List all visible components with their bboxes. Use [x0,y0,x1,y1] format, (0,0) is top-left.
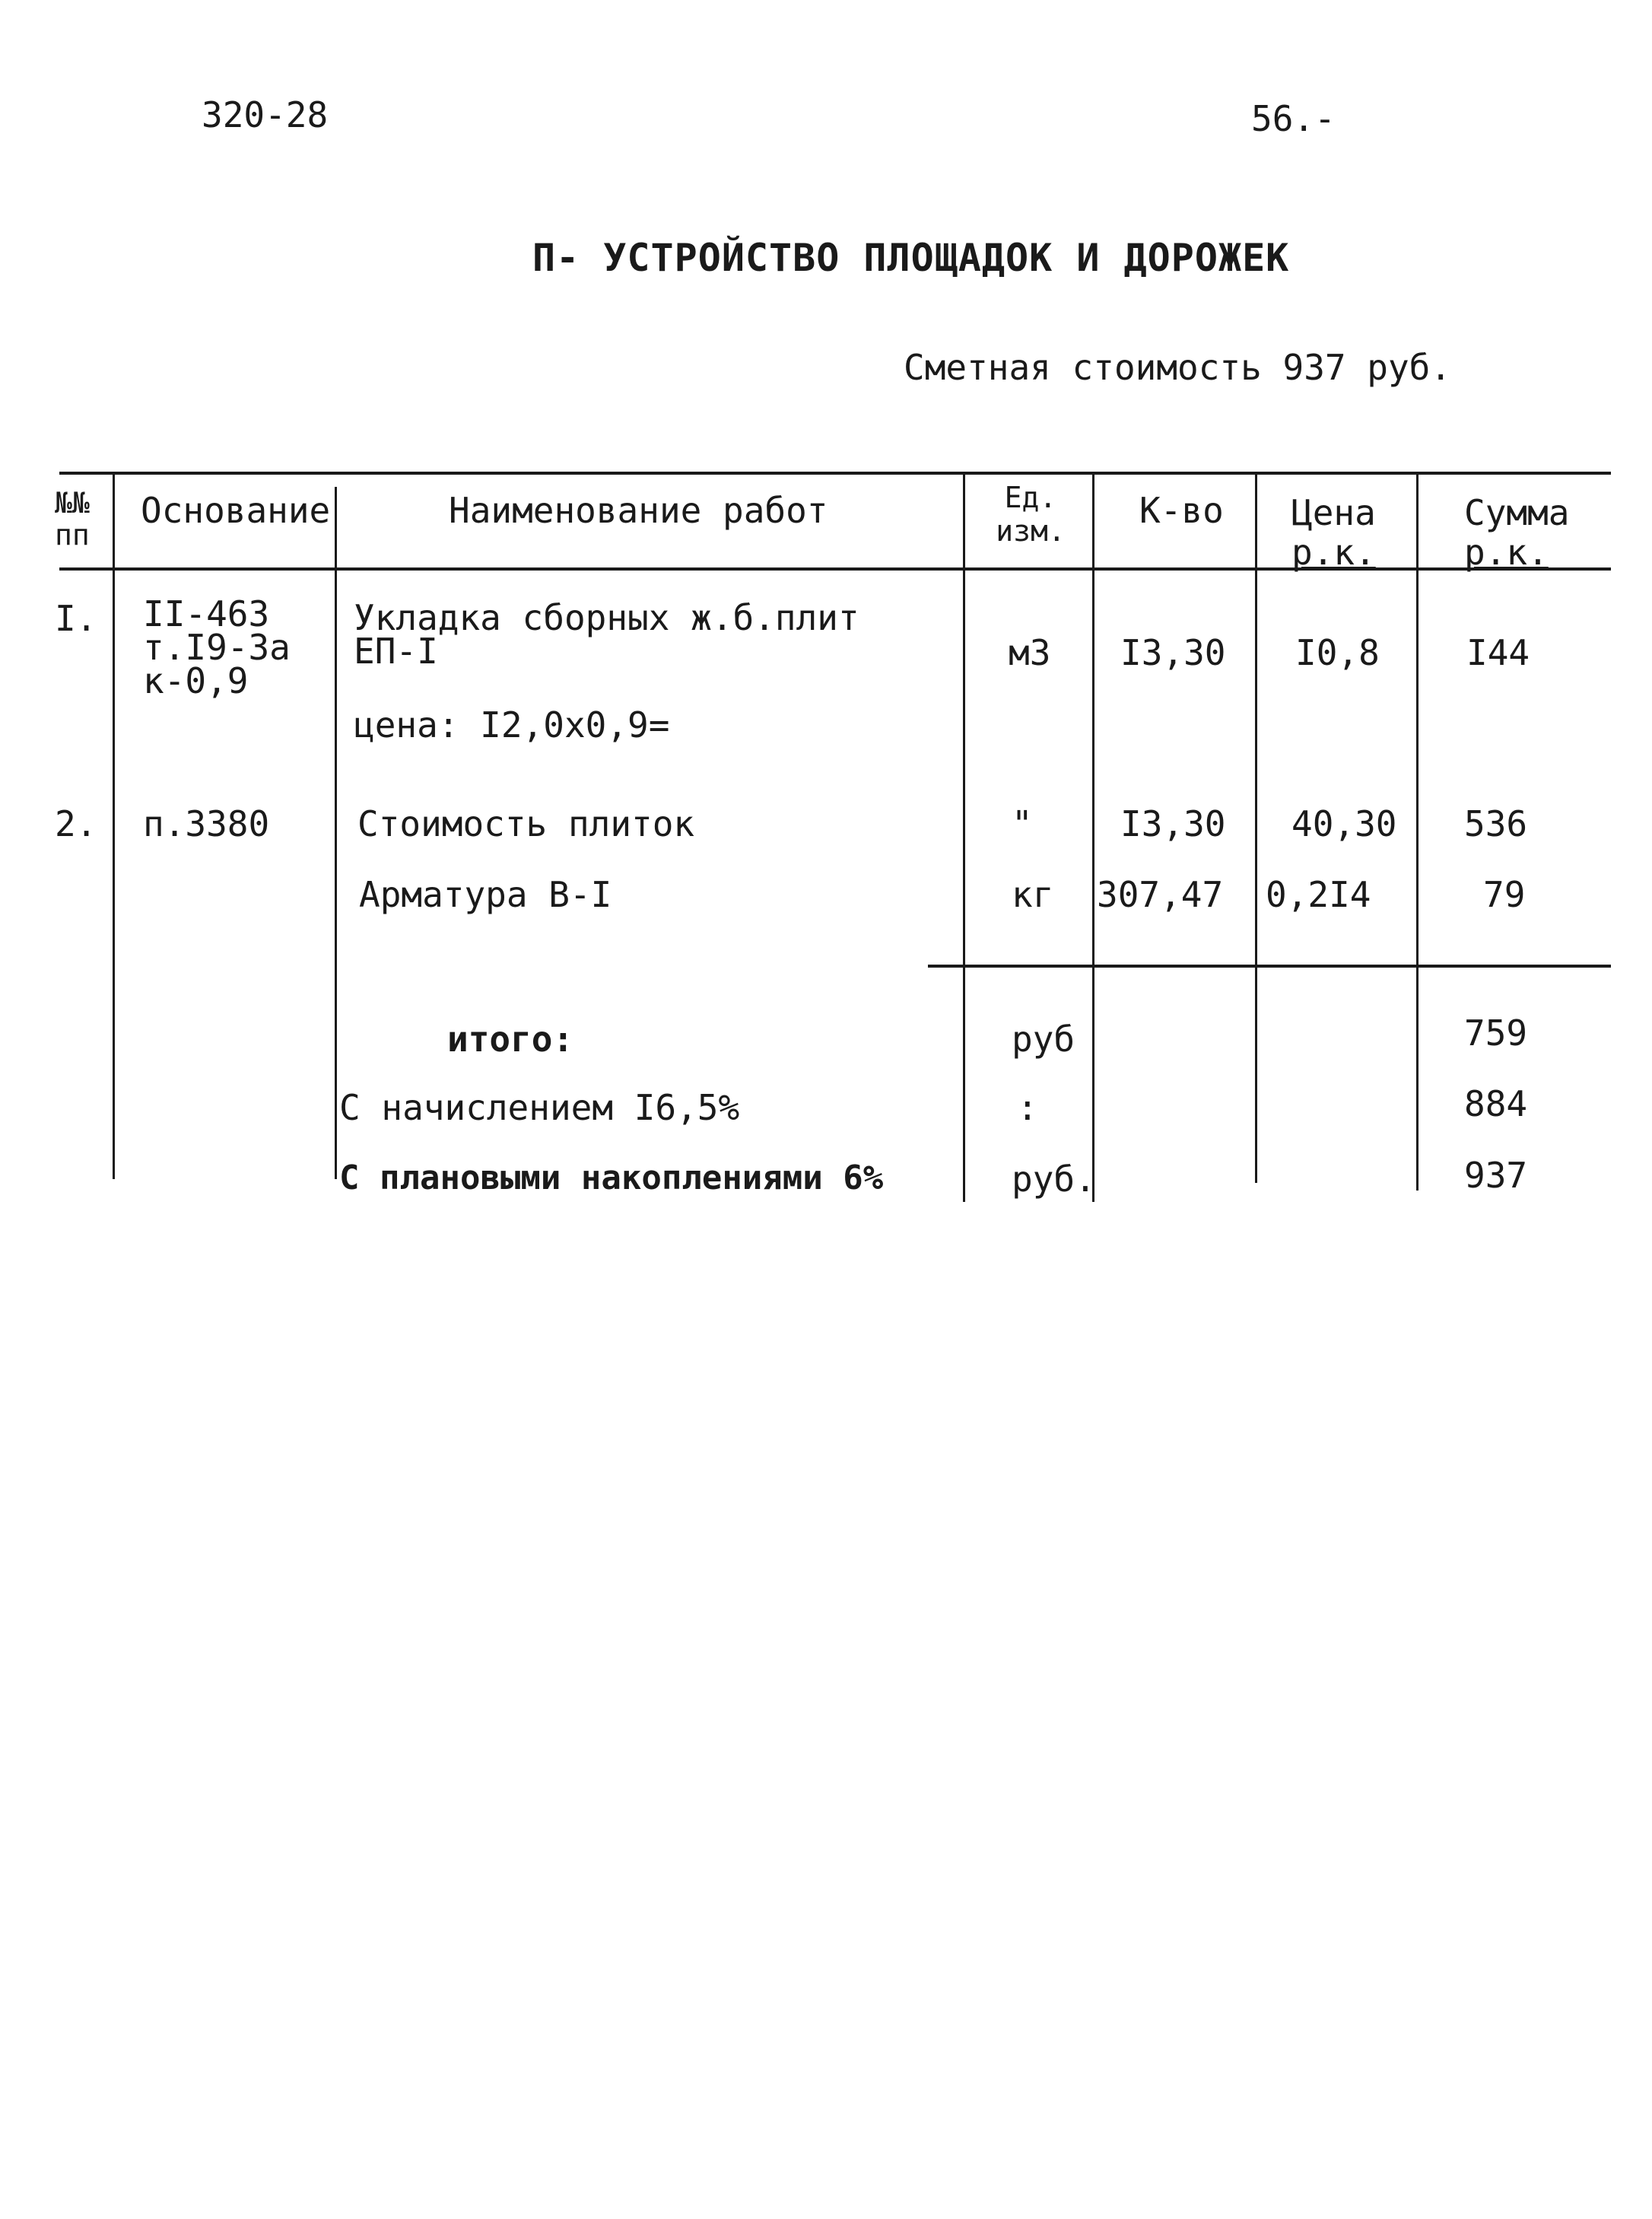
planned-savings-label: С плановыми накоплениями 6% [339,1159,884,1197]
column-divider [1092,472,1094,1202]
page-number: 56.- [1251,98,1336,139]
row-unit: м3 [1009,632,1051,673]
row-price: 40,30 [1291,803,1397,844]
header-bottom-border [59,567,1611,571]
row-sum: I44 [1466,632,1530,673]
planned-savings-unit: руб. [1012,1159,1096,1200]
section-title: П- УСТРОЙСТВО ПЛОЩАДОК И ДОРОЖЕК [532,236,1290,280]
table-top-border [59,472,1611,475]
column-divider [1416,472,1418,1191]
document-code: 320-28 [202,94,329,135]
planned-savings-sum: 937 [1464,1155,1528,1196]
total-sum: 759 [1464,1013,1528,1054]
row-number: 2. [55,803,97,844]
column-divider [335,487,337,1179]
col-header-basis: Основание [141,490,331,531]
col-header-num: №№ пп [55,486,90,552]
row-work-name: Стоимость плиток [357,803,695,844]
col-header-price: Цена р.к. [1291,492,1376,573]
subtotal-rule [928,965,1611,968]
accrual-sum: 884 [1464,1083,1528,1124]
row-price: 0,2I4 [1266,874,1371,915]
accrual-unit: : [1017,1087,1038,1128]
total-unit: руб [1012,1019,1075,1060]
row-sum: 536 [1464,803,1528,844]
col-header-sum: Сумма р.к. [1464,492,1570,573]
row-price: I0,8 [1295,632,1380,673]
col-header-name: Наименование работ [449,490,828,531]
col-header-qty: К-во [1139,490,1224,531]
column-divider [963,472,965,1202]
estimated-cost: Сметная стоимость 937 руб. [904,347,1452,388]
row-unit: " [1012,803,1033,844]
row-price-note: цена: I2,0х0,9= [354,704,670,745]
column-divider [113,472,115,1179]
row-number: I. [55,598,97,639]
row-work-name: Арматура В-I [359,874,612,915]
accrual-label: С начислением I6,5% [339,1087,740,1128]
total-label: итого: [447,1019,574,1060]
row-basis: п.3380 [143,803,270,844]
row-basis: II-463 т.I9-3а к-0,9 [143,593,291,701]
column-divider [1255,472,1257,1183]
row-quantity: I3,30 [1120,803,1226,844]
row-quantity: I3,30 [1120,632,1226,673]
col-header-unit: Ед. изм. [996,481,1066,548]
row-quantity: 307,47 [1097,874,1224,915]
row-sum: 79 [1483,874,1526,915]
row-work-name: Укладка сборных ж.б.плит ЕП-I [354,597,859,672]
row-unit: кг [1012,874,1054,915]
